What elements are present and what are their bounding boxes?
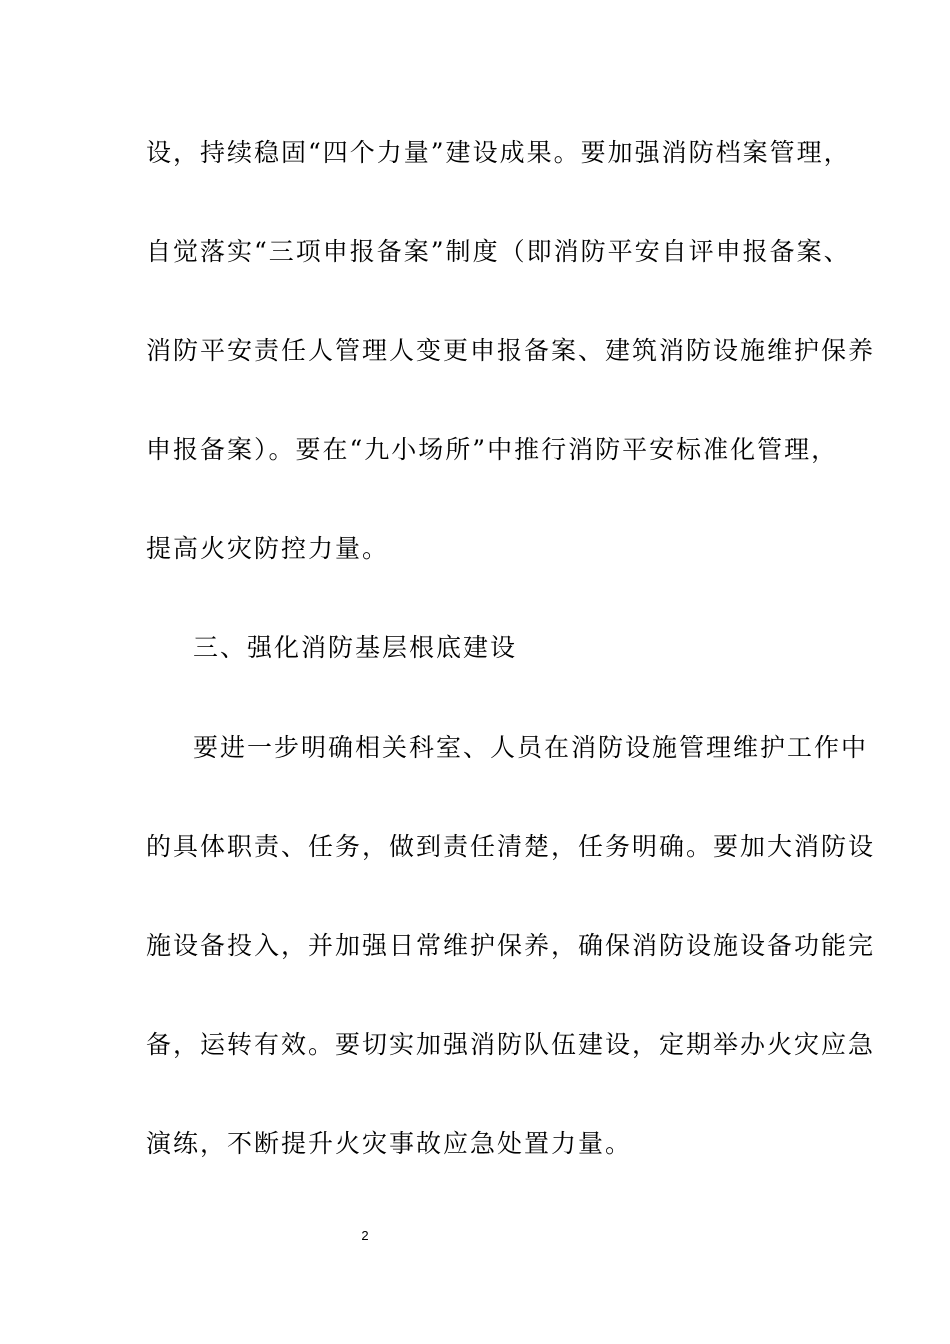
paragraph-line: 演练，不断提升火灾事故应急处置力量。 [146, 1129, 633, 1158]
page-number: 2 [361, 1228, 369, 1243]
paragraph-line: 申报备案）。要在“九小场所”中推行消防平安标准化管理， [146, 435, 839, 464]
paragraph-line: 施设备投入，并加强日常维护保养，确保消防设施设备功能完 [146, 931, 876, 960]
paragraph-line: 备，运转有效。要切实加强消防队伍建设，定期举办火灾应急 [146, 1030, 876, 1059]
paragraph-line: 提高火灾防控力量。 [146, 534, 390, 563]
paragraph-line: 的具体职责、任务，做到责任清楚，任务明确。要加大消防设 [146, 832, 876, 861]
paragraph-line: 设，持续稳固“四个力量”建设成果。要加强消防档案管理， [146, 138, 851, 167]
paragraph-line: 消防平安责任人管理人变更申报备案、建筑消防设施维护保养 [146, 336, 876, 365]
paragraph-line: 要进一步明确相关科室、人员在消防设施管理维护工作中 [193, 733, 869, 762]
paragraph-line: 自觉落实“三项申报备案”制度（即消防平安自评申报备案、 [146, 237, 851, 266]
section-heading: 三、强化消防基层根底建设 [193, 633, 518, 662]
